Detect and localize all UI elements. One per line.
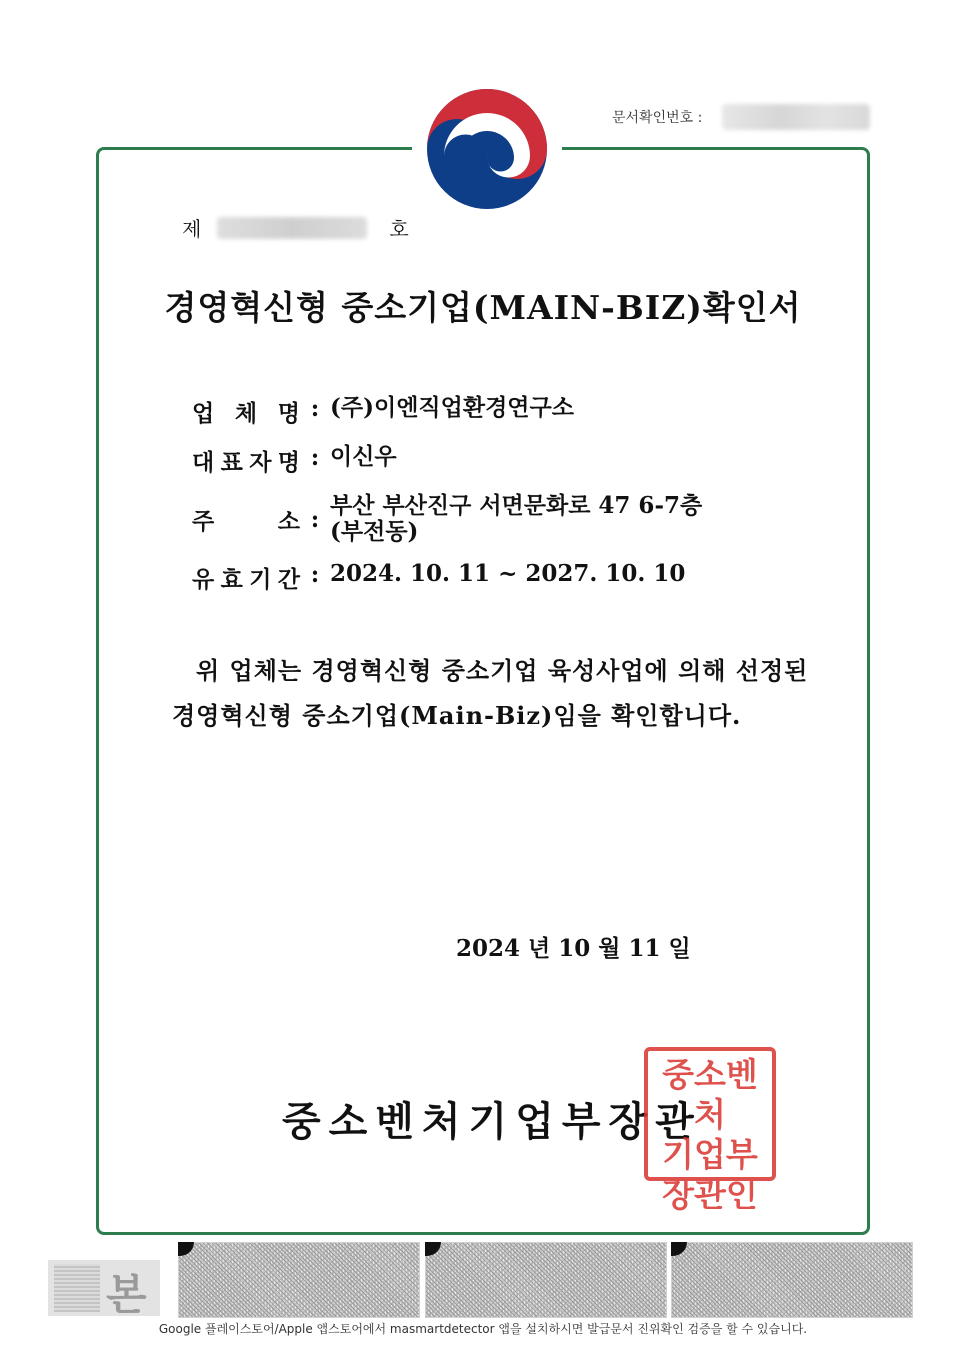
- official-seal: [644, 1047, 776, 1214]
- label-char: 소: [277, 507, 300, 535]
- field-address: [192, 493, 770, 545]
- document-number-label: 문서확인번호 :: [612, 110, 703, 126]
- certificate-number: [182, 213, 409, 242]
- security-barcode: [178, 1242, 420, 1318]
- field-value: (주)이엔직업환경연구소: [330, 394, 574, 421]
- field-label: [192, 395, 300, 428]
- field-label: [192, 444, 300, 477]
- field-representative: [192, 444, 770, 477]
- barcode-corner-icon: [671, 1242, 687, 1256]
- seal-line: 기업부: [662, 1135, 758, 1174]
- label-char: 간: [277, 566, 300, 593]
- issuer-name: 중소벤처기업부장관: [282, 1098, 702, 1145]
- field-separator: :: [310, 561, 320, 588]
- field-label: [192, 503, 300, 536]
- label-char: 대: [192, 449, 215, 476]
- taegeuk-emblem-icon: [424, 86, 550, 212]
- field-company-name: [192, 395, 770, 428]
- field-label: [192, 561, 300, 594]
- certificate-number-prefix: 제: [182, 217, 202, 241]
- field-separator: :: [310, 505, 320, 533]
- field-value: 2024. 10. 11 ~ 2027. 10. 10: [330, 560, 686, 587]
- field-separator: :: [310, 395, 320, 422]
- label-char: 주: [192, 507, 215, 535]
- document-number-redacted: [722, 104, 870, 130]
- original-badge: [48, 1260, 160, 1319]
- certificate-title: 경영혁신형 중소기업(MAIN-BIZ)확인서: [164, 288, 802, 327]
- field-validity-period: [192, 561, 770, 594]
- certificate-statement: 위 업체는 경영혁신형 중소기업 육성사업에 의해 선정된 경영혁신형 중소기업(Main-Biz)임을 확인합니다.: [172, 656, 809, 730]
- field-separator: :: [310, 444, 320, 471]
- badge-char: 본: [106, 1270, 147, 1319]
- label-char: 체: [234, 400, 258, 427]
- barcode-corner-icon: [425, 1242, 441, 1256]
- seal-line: 중소벤처: [662, 1055, 758, 1134]
- security-barcode: [425, 1242, 667, 1318]
- label-char: 명: [277, 400, 300, 427]
- label-char: 유: [192, 566, 215, 593]
- seal-line: 장관인: [662, 1175, 758, 1214]
- field-value: 부산 부산진구 서면문화로 47 6-7층 (부전동): [330, 492, 703, 545]
- label-char: 기: [249, 566, 272, 593]
- certificate-number-suffix: 호: [389, 217, 409, 241]
- field-value: 이신우: [330, 443, 397, 470]
- label-char: 업: [192, 400, 215, 427]
- label-char: 효: [220, 566, 243, 593]
- issue-date: 2024 년 10 월 11 일: [456, 935, 691, 962]
- security-barcode: [671, 1242, 913, 1318]
- footer-verification-note: Google 플레이스토어/Apple 앱스토어에서 masmartdetector 앱을 설치하시면 발급문서 진위확인 검증을 할 수 있습니다.: [158, 1322, 808, 1336]
- certificate-fields: [192, 395, 770, 610]
- barcode-corner-icon: [178, 1242, 194, 1256]
- label-char: 명: [277, 449, 300, 476]
- certificate-number-redacted: [217, 217, 367, 239]
- badge-pattern: [54, 1264, 100, 1312]
- label-char: 자: [249, 449, 272, 476]
- label-char: 표: [220, 449, 243, 476]
